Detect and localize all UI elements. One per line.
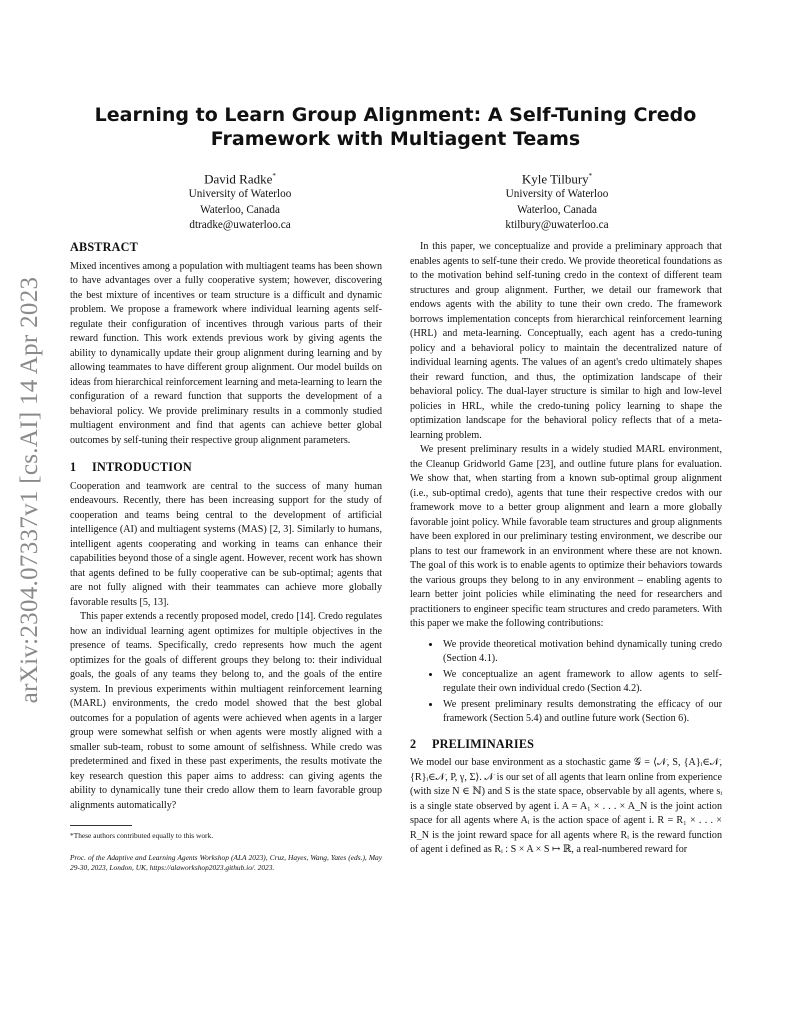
intro-paragraph-1: Cooperation and teamwork are central to the success of many human endeavours. Recently, there has been increasing support for the study of cooperation and teams being central to the development of artificial intelligence (AI) and multiagent systems (MAS) [2, 3]. Similarly to humans, intelligent agents cooperating and working in teams can enhance their capabilities beyond those of a single agent. However, recent work has shown that agents defined to be fully cooperative can be sub-optimal; agents that are not fully aligned with their teammates can achieve more globally favorable results [5, 13]. [70,480,382,608]
abstract-heading: ABSTRACT [70,240,138,254]
list-item: • We present preliminary results demonstrating the efficacy of our framework (Section 5.4) and outline future work (Section 6). [441,698,722,727]
intro-paragraph-2: This paper extends a recently proposed model, credo [14]. Credo regulates how an individual learning agent optimizes for multiple objectives in the presence of teams. Specifically, credo represents how much the agent optimizes for the goals of different groups they belong to: their individual goals, the goals of any teams they belong to, and the goals of the entire system. In previous experiments within multiagent reinforcement learning (MARL) environments, the credo model showed that the best global outcomes for a population of agents were achieved when agents in a larger group were somewhat selfish or when agents were mostly aligned with a smaller sub-team, robust to some amount of selfishness. While credo was predetermined and fixed in these past experiments, the results motivate the key research question this paper aims to address: can giving agents the ability to dynamically tune their credo allow them to learn favorable group alignments automatically? [70,611,382,811]
intro-paragraph-3: In this paper, we conceptualize and provide a preliminary approach that enables agents to self-tune their credo. We provide theoretical foundations as to the motivation behind self-tuning credo in the context of different team structures and group alignment. Further, we detail our framework that endows agents with the ability to tune their own credo. The framework borrows implementation concepts from hierarchical reinforcement learning (HRL) and meta-learning. Conceptually, each agent has a credo-tuning policy and a behavioral policy to maintain the decentralized nature of individual learning agents. The values of an agent's credo ultimately shapes their reward function, and thus, the optimization landscape of their behavioral policy. The dual-layer structure is similar to high and low-level policies in HRL, while the credo-tuning policy learning to shape the optimization landscape for the behavioral policy reflects that of a meta-learning problem. [410,241,722,441]
paper-title: Learning to Learn Group Alignment: A Self-Tuning Credo Framework with Multiagent Teams [94,104,697,150]
author-location: Waterloo, Canada [200,203,280,216]
section-heading-introduction: 1 INTRODUCTION [70,460,192,474]
author-name: Kyle Tilbury* [521,171,593,187]
proceedings-note: Proc. of the Adaptive and Learning Agents Workshop (ALA 2023), Cruz, Hayes, Wang, Yates (eds.), May 29-30, 2023, London, UK, https://alaworkshop2023.github.io/. 2023. [70,853,382,872]
author-email: ktilbury@uwaterloo.ca [505,219,609,232]
footnote-equal-contribution: *These authors contributed equally to this work. [70,831,214,840]
equal-contribution-marker: * [588,172,593,180]
arxiv-id: arXiv:2304.07337v1 [cs.AI] 14 Apr 2023 [16,276,43,704]
preliminaries-paragraph: We model our base environment as a stochastic game 𝒢 = ⟨𝒩, S, {A}ᵢ∈𝒩, {R}ᵢ∈𝒩, P, γ, Σ⟩. 𝒩 is our set of all agents that learn online from experience (with size N ∈ ℕ) and S is the state space, observable by all agents, where sᵢ is a single state observed by agent i. A = A₁ × . . . × A_N is the joint action space for all agents where Aᵢ is the action space of agent i. R = R₁ × . . . × R_N is the joint reward space for all agents where Rᵢ is the reward function of agent i defined as Rᵢ : S × A × S ↦ ℝ, a real-numbered reward for [410,757,722,855]
left-column [70,240,382,873]
abstract-text: Mixed incentives among a population with multiagent teams has been shown to have advantages over a fully cooperative system; however, discovering the best mixture of incentives or team structure is a difficult and dynamic problem. We propose a framework where individual learning agents self-regulate their configuration of incentives through various parts of their reward function. This work extends previous work by giving agents the ability to dynamically update their group alignment during learning and by allowing teammates to have different group alignment. Our model builds on ideas from hierarchical reinforcement learning and meta-learning to learn the configuration of a reward function that supports the development of a behavioral policy. We provide preliminary results in a commonly studied multiagent environment and find that agents can achieve better global outcomes by self-tuning their respective group alignment parameters. [70,260,382,446]
list-item: • We conceptualize an agent framework to allow agents to self-regulate their own individual credo (Section 4.2). [441,668,722,697]
right-column [410,240,722,858]
intro-paragraph-4: We present preliminary results in a widely studied MARL environment, the Cleanup Gridworld Game [23], and outline future plans for evaluation. We show that, when starting from a known sub-optimal group alignment (i.e., sub-optimal credo), agents that tune their respective credos with our framework move to a better group alignment and learn a more globally favorable joint policy. While favorable team structures and group alignments have been explored in our preliminary testing environment, we describe our plans to test our framework in an environment where these are not known. The goal of this work is to enable agents to optimize their behaviors towards the various groups they belong to in any environment – enabling agents to learn better joint policies while eliminating the need for researchers and practitioners to engineer specific team structures and credo parameters. With this paper we make the following contributions: [410,444,722,629]
author-affiliation: University of Waterloo [188,188,292,201]
list-item: • We provide theoretical motivation behind dynamically tuning credo (Section 4.1). [441,638,722,667]
contributions-list [410,638,722,727]
author-email: dtradke@uwaterloo.ca [189,219,291,232]
author-location: Waterloo, Canada [517,203,597,216]
equal-contribution-marker: * [272,172,276,180]
footnote-rule [70,825,132,826]
author-name: David Radke* [204,171,276,187]
author-affiliation: University of Waterloo [505,188,609,201]
section-heading-preliminaries: 2 PRELIMINARIES [410,736,535,751]
arxiv-identifier-stamp [8,276,52,704]
author-block-1 [110,168,370,234]
author-block-2 [427,168,687,234]
